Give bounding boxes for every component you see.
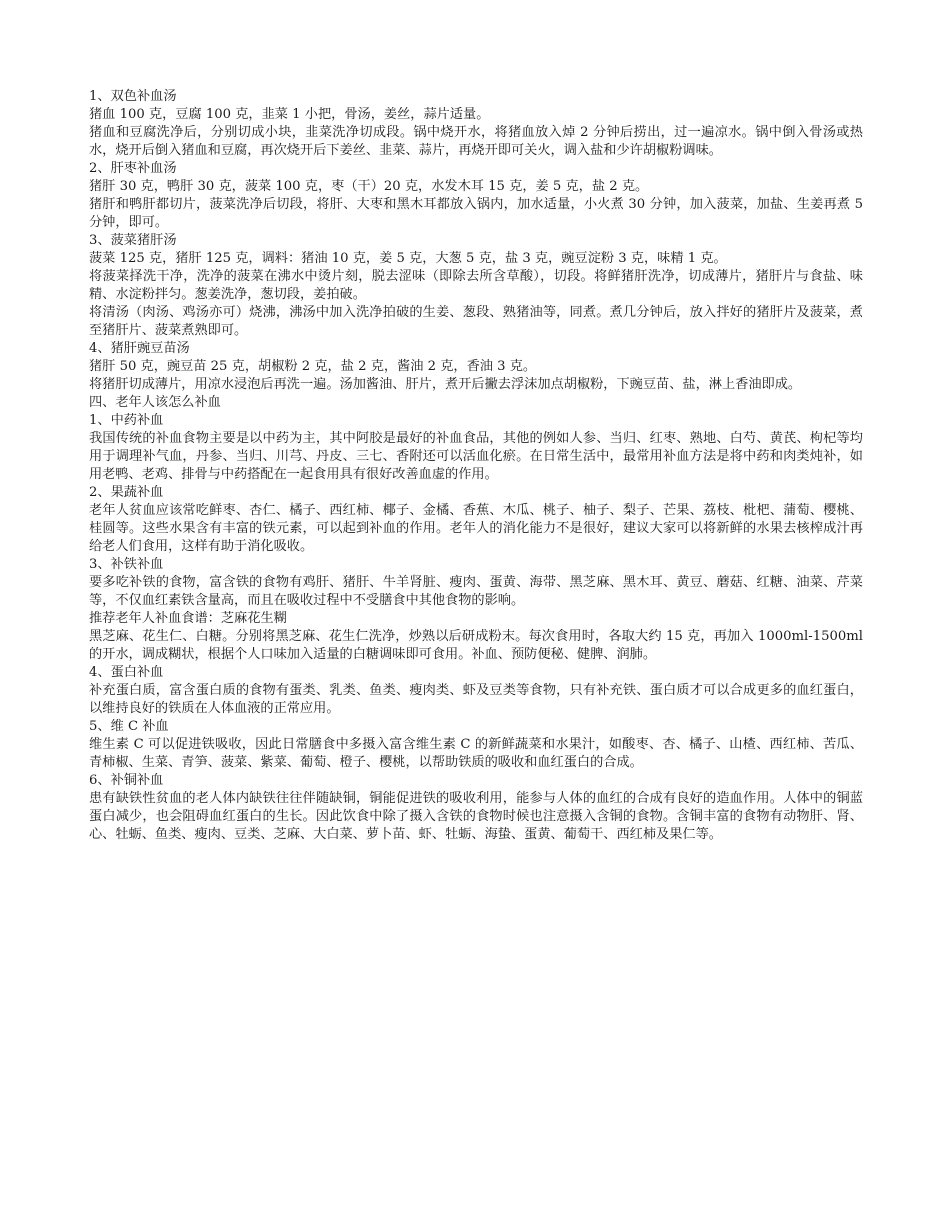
section-heading: 四、老年人该怎么补血 xyxy=(89,395,221,410)
subsection-heading: 3、补铁补血 xyxy=(89,557,164,572)
recipe-steps: 猪肝和鸭肝都切片，菠菜洗净后切段，将肝、大枣和黑木耳都放入锅内，加水适量，小火煮 30 分钟，加入菠菜，加盐、生姜再煮 5 分钟，即可。 xyxy=(89,197,863,230)
recipe-steps: 将菠菜择洗干净，洗净的菠菜在沸水中烫片刻，脱去涩味（即除去所含草酸），切段。将鲜猪肝洗净，切成薄片，猪肝片与食盐、味精、水淀粉拌匀。葱姜洗净，葱切段，姜拍破。 xyxy=(89,269,863,302)
body-paragraph: 患有缺铁性贫血的老人体内缺铁往往伴随缺铜，铜能促进铁的吸收利用，能参与人体的血红的合成有良好的造血作用。人体中的铜蓝蛋白减少，也会阻碍血红蛋白的生长。因此饮食中除了摄入含铁的食物时候也注意摄入含铜的食物。含铜丰富的食物有动物肝、肾、心、牡蛎、鱼类、瘦肉、豆类、芝麻、大白菜、萝卜苗、虾、牡蛎、海蛰、蛋黄、葡萄干、西红柿及果仁等。 xyxy=(89,791,863,842)
recipe-heading: 3、菠菜猪肝汤 xyxy=(89,233,177,248)
ingredient-list: 菠菜 125 克，猪肝 125 克，调料：猪油 10 克，姜 5 克，大葱 5 克，盐 3 克，豌豆淀粉 3 克，味精 1 克。 xyxy=(89,251,727,266)
body-paragraph: 老年人贫血应该常吃鲜枣、杏仁、橘子、西红柿、椰子、金橘、香蕉、木瓜、桃子、柚子、梨子、芒果、荔枝、枇杷、蒲萄、樱桃、桂圆等。这些水果含有丰富的铁元素，可以起到补血的作用。老年人的消化能力不是很好，建议大家可以将新鲜的水果去核榨成汁再给老人们食用，这样有助于消化吸收。 xyxy=(89,503,863,554)
recipe-steps: 将清汤（肉汤、鸡汤亦可）烧沸，沸汤中加入洗净拍破的生姜、葱段、熟猪油等，同煮。煮几分钟后，放入拌好的猪肝片及菠菜，煮至猪肝片、菠菜煮熟即可。 xyxy=(89,305,863,338)
body-paragraph: 黑芝麻、花生仁、白糖。分别将黑芝麻、花生仁洗净，炒熟以后研成粉末。每次食用时，各取大约 15 克，再加入 1000ml-1500ml 的开水，调成糊状，根据个人口味加入适量的白糖调味即可食用。补血、预防便秘、健脾、润肺。 xyxy=(89,629,863,662)
recipe-heading: 2、肝枣补血汤 xyxy=(89,161,177,176)
recipe-steps: 猪血和豆腐洗净后，分别切成小块，韭菜洗净切成段。锅中烧开水，将猪血放入焯 2 分钟后捞出，过一遍凉水。锅中倒入骨汤或热水，烧开后倒入猪血和豆腐，再次烧开后下姜丝、韭菜、蒜片，再烧开即可关火，调入盐和少许胡椒粉调味。 xyxy=(89,125,863,158)
body-paragraph: 补充蛋白质，富含蛋白质的食物有蛋类、乳类、鱼类、瘦肉类、虾及豆类等食物，只有补充铁、蛋白质才可以合成更多的血红蛋白，以维持良好的铁质在人体血液的正常应用。 xyxy=(89,683,863,716)
ingredient-list: 猪肝 50 克，豌豆苗 25 克，胡椒粉 2 克，盐 2 克，酱油 2 克，香油 3 克。 xyxy=(89,359,537,374)
recipe-heading: 推荐老年人补血食谱：芝麻花生糊 xyxy=(89,611,287,626)
body-paragraph: 维生素 C 可以促进铁吸收，因此日常膳食中多摄入富含维生素 C 的新鲜蔬菜和水果汁，如酸枣、杏、橘子、山楂、西红柿、苦瓜、青柿椒、生菜、青笋、菠菜、紫菜、葡萄、橙子、樱桃，以帮助铁质的吸收和血红蛋白的合成。 xyxy=(89,737,863,770)
subsection-heading: 2、果蔬补血 xyxy=(89,485,164,500)
subsection-heading: 6、补铜补血 xyxy=(89,773,164,788)
subsection-heading: 5、维 C 补血 xyxy=(89,719,169,734)
ingredient-list: 猪血 100 克，豆腐 100 克，韭菜 1 小把，骨汤，姜丝，蒜片适量。 xyxy=(89,107,490,122)
body-paragraph: 我国传统的补血食物主要是以中药为主，其中阿胶是最好的补血食品，其他的例如人参、当归、红枣、熟地、白芍、黄芪、枸杞等均用于调理补气血，丹参、当归、川芎、丹皮、三七、香附还可以活血化瘀。在日常生活中，最常用补血方法是将中药和肉类炖补，如用老鸭、老鸡、排骨与中药搭配在一起食用具有很好改善血虚的作用。 xyxy=(89,431,863,482)
body-paragraph: 要多吃补铁的食物，富含铁的食物有鸡肝、猪肝、牛羊肾脏、瘦肉、蛋黄、海带、黑芝麻、黑木耳、黄豆、蘑菇、红糖、油菜、芹菜等，不仅血红素铁含量高，而且在吸收过程中不受膳食中其他食物的影响。 xyxy=(89,575,863,608)
document-body xyxy=(89,88,863,844)
recipe-heading: 4、猪肝豌豆苗汤 xyxy=(89,341,190,356)
subsection-heading: 1、中药补血 xyxy=(89,413,164,428)
recipe-heading: 1、双色补血汤 xyxy=(89,89,177,104)
subsection-heading: 4、蛋白补血 xyxy=(89,665,164,680)
ingredient-list: 猪肝 30 克，鸭肝 30 克，菠菜 100 克，枣（干）20 克，水发木耳 15 克，姜 5 克，盐 2 克。 xyxy=(89,179,649,194)
recipe-steps: 将猪肝切成薄片，用凉水浸泡后再洗一遍。汤加酱油、肝片，煮开后撇去浮沫加点胡椒粉，下豌豆苗、盐，淋上香油即成。 xyxy=(89,377,802,392)
